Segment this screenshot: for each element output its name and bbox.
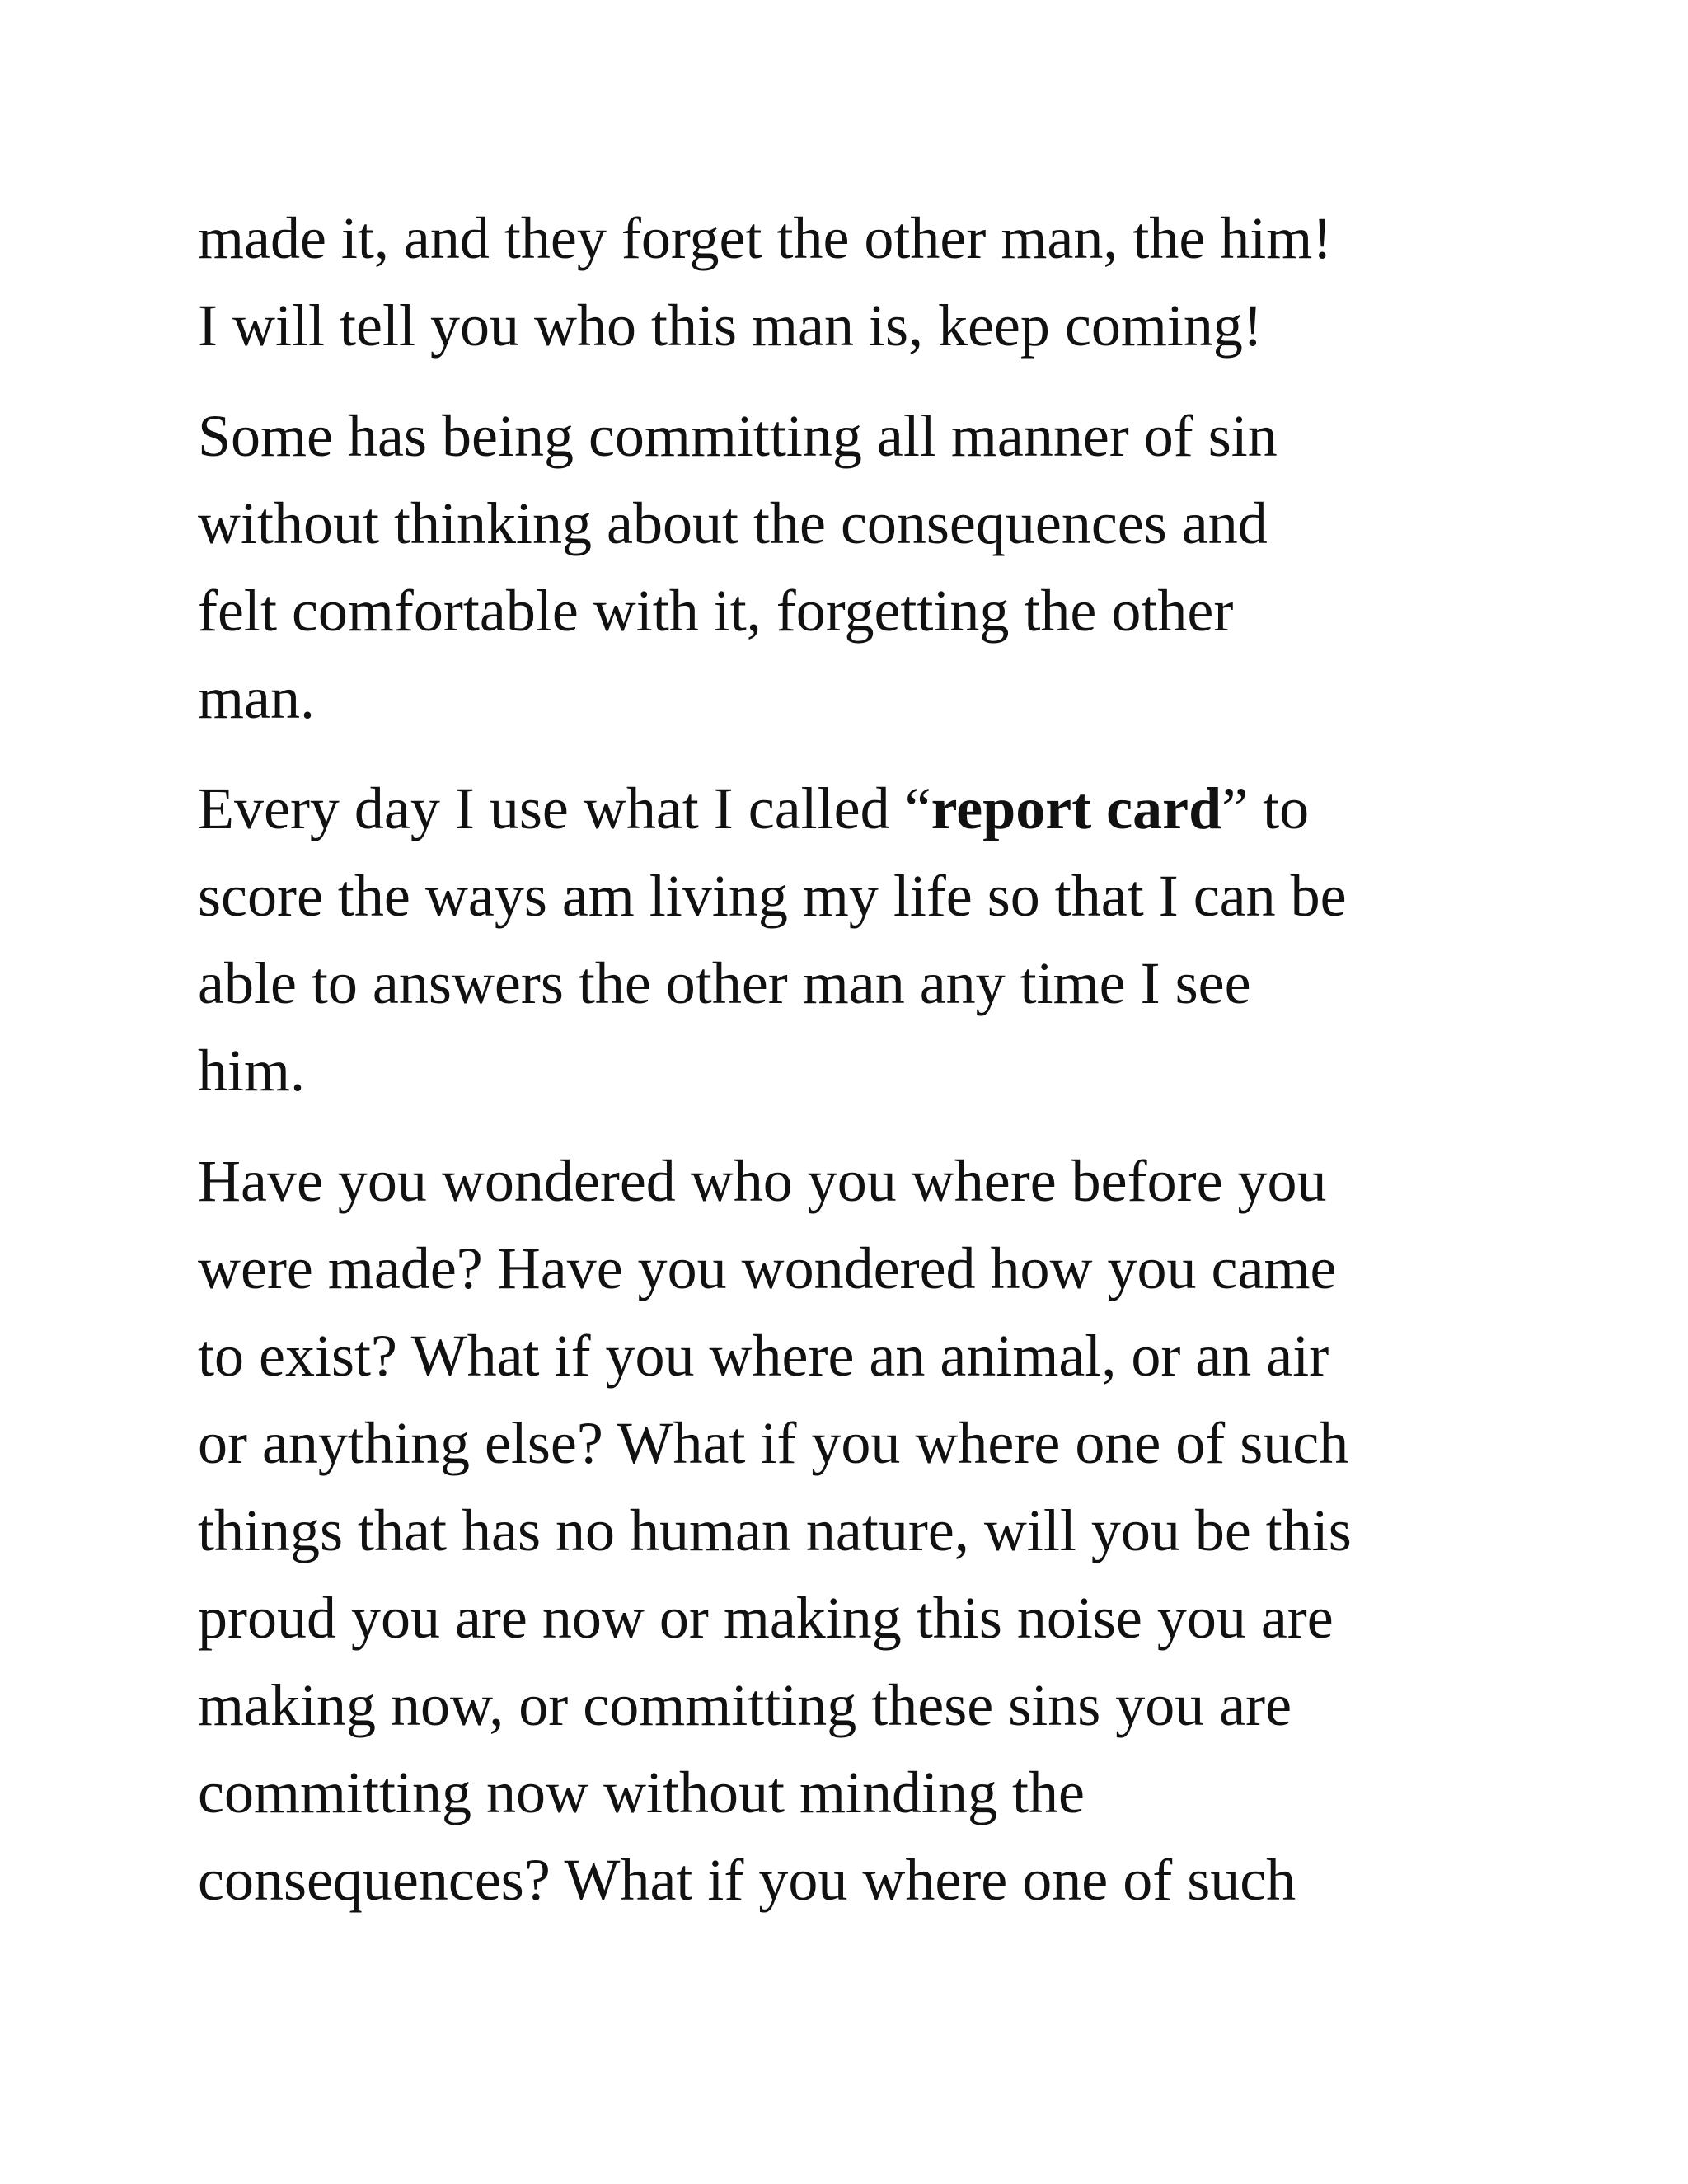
text-line: without thinking about the consequences and [198, 490, 1268, 556]
paragraph-1 [198, 194, 1533, 369]
text-line: making now, or committing these sins you are [198, 1672, 1292, 1738]
text-segment: Every day I use what I called “ [198, 776, 931, 841]
text-line: him. [198, 1038, 306, 1104]
text-line: or anything else? What if you where one of such [198, 1410, 1349, 1476]
text-line: to exist? What if you where an animal, or an air [198, 1323, 1329, 1389]
text-line [198, 765, 1533, 852]
text-line: Some has being committing all manner of sin [198, 403, 1278, 469]
body-text [198, 194, 1533, 1947]
text-segment: ” to [1221, 776, 1310, 841]
text-line: committing now without minding the [198, 1760, 1085, 1825]
text-line: made it, and they forget the other man, the him! [198, 205, 1333, 271]
text-line: man. [198, 665, 315, 731]
paragraph-4 [198, 1137, 1533, 1924]
bold-phrase: report card [931, 776, 1222, 841]
paragraph-3 [198, 765, 1533, 1114]
text-line: score the ways am living my life so that I can be [198, 863, 1347, 929]
text-line: felt comfortable with it, forgetting the other [198, 578, 1234, 644]
paragraph-2 [198, 392, 1533, 742]
text-line: were made? Have you wondered how you came [198, 1235, 1337, 1301]
text-line: able to answers the other man any time I see [198, 950, 1251, 1016]
text-line: I will tell you who this man is, keep coming! [198, 293, 1263, 359]
text-line: consequences? What if you where one of such [198, 1847, 1296, 1913]
text-line: things that has no human nature, will you be this [198, 1497, 1352, 1563]
text-line: Have you wondered who you where before you [198, 1148, 1327, 1214]
text-line: proud you are now or making this noise you are [198, 1585, 1334, 1651]
